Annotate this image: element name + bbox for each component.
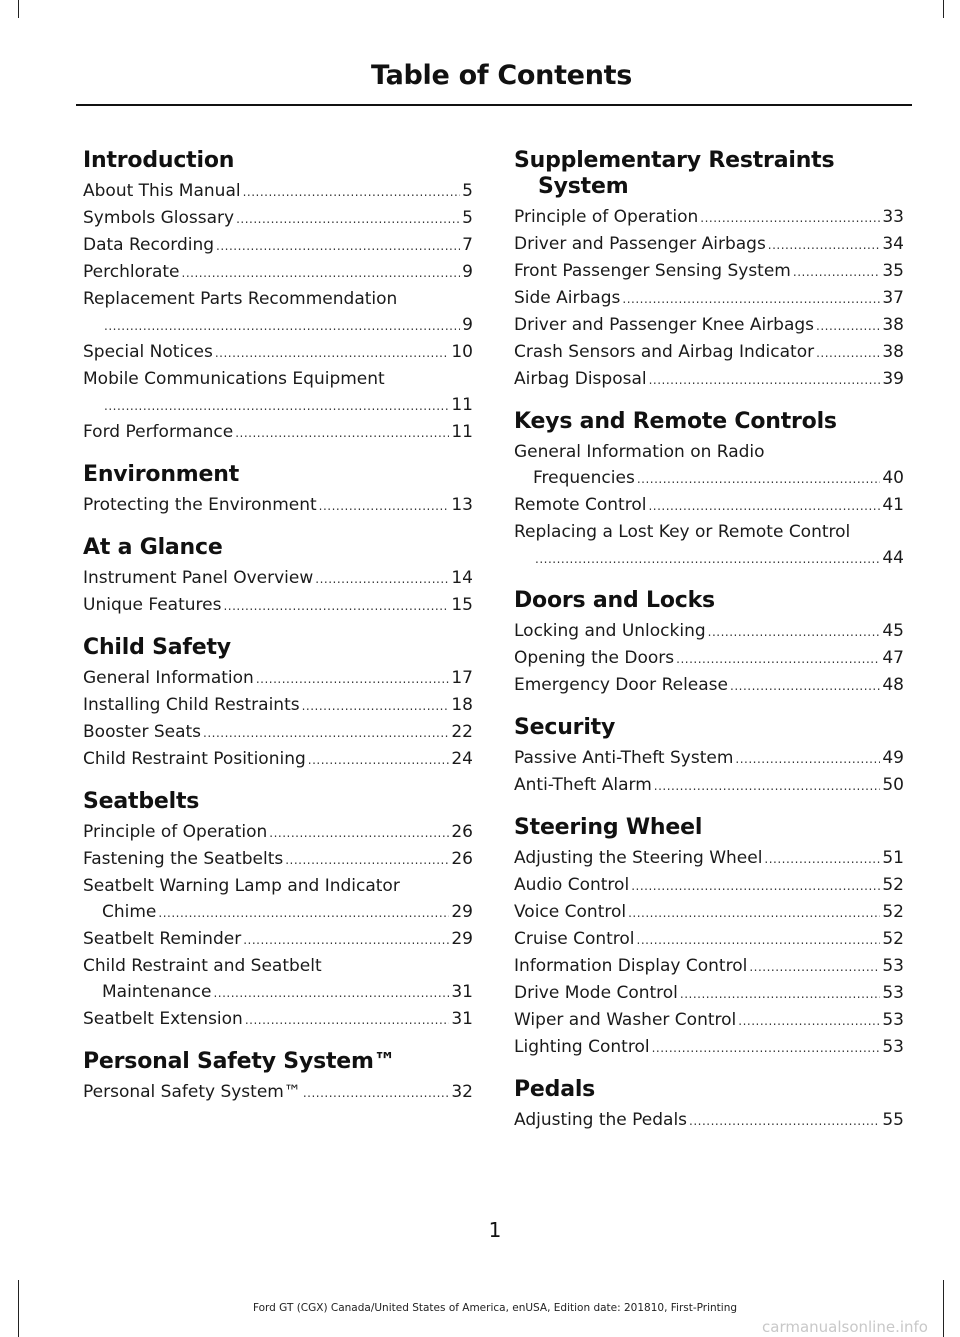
toc-entry-title: Side Airbags (514, 288, 621, 308)
dot-leader (243, 926, 449, 953)
toc-entry-page: 26 (451, 849, 473, 869)
dot-leader (303, 1079, 450, 1106)
toc-entry-page: 38 (882, 315, 904, 335)
dot-leader (816, 312, 880, 339)
toc-entry-title: Information Display Control (514, 956, 748, 976)
dot-leader (637, 465, 881, 492)
toc-entry-title: Front Passenger Sensing System (514, 261, 791, 281)
toc-section (514, 148, 904, 393)
toc-entry-link[interactable] (514, 845, 904, 872)
toc-entry-title: Audio Control (514, 875, 630, 895)
dot-leader (256, 665, 450, 692)
toc-entry-title: Special Notices (83, 342, 213, 362)
section-heading: Child Safety (83, 635, 231, 660)
dot-leader (223, 592, 449, 619)
dot-leader (622, 285, 880, 312)
toc-entry-link[interactable] (83, 692, 473, 719)
toc-entry-title: Child Restraint Positioning (83, 749, 306, 769)
toc-entry-link[interactable] (514, 285, 904, 312)
dot-leader (535, 545, 880, 572)
toc-entry-link[interactable] (83, 1006, 473, 1033)
toc-entry-title: Seatbelt Extension (83, 1009, 243, 1029)
toc-entry-link[interactable] (514, 926, 904, 953)
toc-entry-title: About This Manual (83, 181, 241, 201)
toc-entry-page: 33 (882, 207, 904, 227)
toc-entry-page: 7 (462, 235, 473, 255)
toc-entry-title: Personal Safety System™ (83, 1082, 301, 1102)
section-heading: At a Glance (83, 535, 223, 560)
toc-entry-page: 34 (882, 234, 904, 254)
toc-entry-link[interactable] (514, 645, 904, 672)
toc-entry-page: 32 (451, 1082, 473, 1102)
dot-leader (793, 258, 880, 285)
crop-mark-top-left (18, 0, 19, 18)
toc-entry-link[interactable] (83, 873, 473, 926)
toc-entry-link[interactable] (83, 746, 473, 773)
toc-entry-title: Driver and Passenger Knee Airbags (514, 315, 815, 335)
toc-entry-link[interactable] (514, 439, 904, 492)
dot-leader (652, 1034, 881, 1061)
footer-edition-info: Ford GT (CGX) Canada/United States of America, enUSA, Edition date: 201810, First-Printing (252, 1302, 738, 1314)
toc-section (83, 148, 473, 446)
toc-section (83, 789, 473, 1033)
toc-entry-link[interactable] (514, 899, 904, 926)
toc-entry-title: Instrument Panel Overview (83, 568, 314, 588)
toc-entry-page: 29 (451, 902, 473, 922)
page-number: 1 (488, 1218, 502, 1242)
toc-entry-page: 51 (882, 848, 904, 868)
toc-entry-page: 41 (882, 495, 904, 515)
toc-entry-title: Principle of Operation (83, 822, 268, 842)
toc-entry-continuation (83, 899, 473, 926)
section-heading: Environment (83, 462, 240, 487)
toc-entry-link[interactable] (514, 618, 904, 645)
toc-entry-link[interactable] (83, 232, 473, 259)
dot-leader (738, 1007, 880, 1034)
page-title: Table of Contents (370, 60, 632, 91)
toc-section (514, 1077, 904, 1134)
dot-leader (215, 339, 450, 366)
dot-leader (816, 339, 880, 366)
dot-leader (654, 772, 881, 799)
toc-entry-title: Voice Control (514, 902, 627, 922)
toc-left-column (83, 148, 473, 1122)
dot-leader (768, 231, 881, 258)
toc-entry-link[interactable] (514, 492, 904, 519)
toc-entry-title: Anti-Theft Alarm (514, 775, 652, 795)
toc-entry-link[interactable] (83, 719, 473, 746)
toc-entry-link[interactable] (83, 846, 473, 873)
section-heading: Steering Wheel (514, 815, 703, 840)
toc-entry-page: 52 (882, 902, 904, 922)
toc-entry-page: 40 (882, 468, 904, 488)
toc-entry-page: 53 (882, 983, 904, 1003)
toc-entry-title: Opening the Doors (514, 648, 675, 668)
toc-entry-page: 31 (451, 1009, 473, 1029)
toc-entry-title: Unique Features (83, 595, 222, 615)
section-heading: Supplementary Restraints System (514, 148, 835, 199)
toc-entry-page: 29 (451, 929, 473, 949)
toc-section (514, 409, 904, 572)
header-divider (76, 104, 912, 106)
toc-entry-title: Symbols Glossary (83, 208, 235, 228)
toc-entry-link[interactable] (514, 772, 904, 799)
dot-leader (182, 259, 461, 286)
toc-entry-page: 44 (882, 548, 904, 568)
toc-entry-link[interactable] (83, 926, 473, 953)
toc-entry-title: Data Recording (83, 235, 215, 255)
toc-entry-title: Protecting the Environment (83, 495, 317, 515)
toc-entry-page: 22 (451, 722, 473, 742)
toc-right-column (514, 148, 904, 1150)
toc-entry-page: 52 (882, 875, 904, 895)
toc-entry-page: 35 (882, 261, 904, 281)
toc-entry-page: 10 (451, 342, 473, 362)
section-heading: Pedals (514, 1077, 596, 1102)
toc-entry-page: 45 (882, 621, 904, 641)
toc-entry-link[interactable] (514, 1007, 904, 1034)
toc-entry-link[interactable] (83, 819, 473, 846)
dot-leader (269, 819, 449, 846)
toc-entry-page: 55 (882, 1110, 904, 1130)
dot-leader (104, 392, 449, 419)
toc-entry-page: 11 (451, 395, 473, 415)
toc-entry-continuation (514, 545, 904, 572)
toc-section (514, 588, 904, 699)
toc-entry-page: 5 (462, 181, 473, 201)
toc-entry-link[interactable] (83, 205, 473, 232)
toc-entry-title: Replacing a Lost Key or Remote Control (514, 522, 851, 542)
toc-entry-title: Wiper and Washer Control (514, 1010, 737, 1030)
section-heading: Seatbelts (83, 789, 200, 814)
toc-entry-page: 14 (451, 568, 473, 588)
toc-entry-link[interactable] (514, 672, 904, 699)
toc-entry-link[interactable] (83, 492, 473, 519)
section-heading: Security (514, 715, 616, 740)
dot-leader (680, 980, 880, 1007)
toc-entry-page: 47 (882, 648, 904, 668)
toc-entry-link[interactable] (83, 366, 473, 419)
dot-leader (676, 645, 880, 672)
toc-section (83, 1049, 473, 1106)
toc-section (83, 462, 473, 519)
toc-entry-title: Principle of Operation (514, 207, 699, 227)
dot-leader (637, 926, 881, 953)
section-heading: Introduction (83, 148, 235, 173)
toc-entry-link[interactable] (83, 1079, 473, 1106)
toc-entry-page: 37 (882, 288, 904, 308)
toc-entry-title: Fastening the Seatbelts (83, 849, 284, 869)
dot-leader (764, 845, 880, 872)
toc-entry-continuation (83, 312, 473, 339)
toc-entry-link[interactable] (514, 745, 904, 772)
toc-entry-title: Cruise Control (514, 929, 635, 949)
toc-entry-page: 52 (882, 929, 904, 949)
toc-entry-page: 17 (451, 668, 473, 688)
toc-entry-page: 9 (462, 262, 473, 282)
toc-entry-link[interactable] (83, 286, 473, 339)
toc-entry-page: 38 (882, 342, 904, 362)
toc-entry-title: Booster Seats (83, 722, 202, 742)
toc-entry-page: 5 (462, 208, 473, 228)
toc-entry-link[interactable] (514, 231, 904, 258)
section-heading: Keys and Remote Controls (514, 409, 837, 434)
dot-leader (302, 692, 450, 719)
toc-entry-link[interactable] (514, 366, 904, 393)
dot-leader (203, 719, 449, 746)
toc-entry-page: 24 (451, 749, 473, 769)
dot-leader (649, 366, 881, 393)
toc-entry-title: Child Restraint and Seatbelt (83, 956, 322, 976)
toc-entry-page: 49 (882, 748, 904, 768)
toc-entry-link[interactable] (514, 258, 904, 285)
toc-entry-title: Perchlorate (83, 262, 180, 282)
toc-entry-link[interactable] (514, 204, 904, 231)
dot-leader (735, 745, 880, 772)
dot-leader (700, 204, 880, 231)
toc-section (83, 535, 473, 619)
toc-entry-link[interactable] (83, 339, 473, 366)
toc-entry-link[interactable] (514, 1107, 904, 1134)
toc-entry-page: 48 (882, 675, 904, 695)
toc-entry-title: Seatbelt Reminder (83, 929, 242, 949)
toc-entry-title: Ford Performance (83, 422, 234, 442)
toc-entry-link[interactable] (83, 953, 473, 1006)
dot-leader (315, 565, 449, 592)
toc-entry-page: 53 (882, 1037, 904, 1057)
dot-leader (245, 1006, 450, 1033)
toc-entry-title-cont: Frequencies (533, 468, 635, 488)
toc-entry-link[interactable] (514, 872, 904, 899)
watermark: carmanualsonline.info (762, 1318, 928, 1336)
toc-entry-link[interactable] (514, 980, 904, 1007)
toc-entry-title: Lighting Control (514, 1037, 650, 1057)
dot-leader (628, 899, 880, 926)
toc-entry-page: 50 (882, 775, 904, 795)
dot-leader (730, 672, 880, 699)
toc-entry-link[interactable] (514, 953, 904, 980)
dot-leader (236, 205, 460, 232)
toc-entry-link[interactable] (83, 565, 473, 592)
dot-leader (158, 899, 449, 926)
toc-entry-title-cont: Maintenance (102, 982, 212, 1002)
toc-entry-title: Emergency Door Release (514, 675, 728, 695)
dot-leader (708, 618, 881, 645)
toc-entry-title: Airbag Disposal (514, 369, 647, 389)
dot-leader (285, 846, 449, 873)
dot-leader (104, 312, 460, 339)
section-heading: Doors and Locks (514, 588, 715, 613)
toc-entry-page: 26 (451, 822, 473, 842)
dot-leader (213, 979, 449, 1006)
toc-entry-title-cont: Chime (102, 902, 157, 922)
toc-entry-title: Adjusting the Pedals (514, 1110, 688, 1130)
toc-entry-page: 9 (462, 315, 473, 335)
toc-entry-page: 53 (882, 956, 904, 976)
dot-leader (243, 178, 461, 205)
toc-entry-page: 18 (451, 695, 473, 715)
dot-leader (648, 492, 880, 519)
toc-entry-continuation (514, 465, 904, 492)
toc-entry-link[interactable] (514, 1034, 904, 1061)
toc-entry-title: Replacement Parts Recommendation (83, 289, 398, 309)
toc-entry-title: Drive Mode Control (514, 983, 678, 1003)
toc-entry-title: Adjusting the Steering Wheel (514, 848, 763, 868)
dot-leader (216, 232, 460, 259)
crop-mark-top-right (943, 0, 944, 18)
toc-entry-link[interactable] (83, 592, 473, 619)
section-heading: Personal Safety System™ (83, 1049, 396, 1074)
toc-section (83, 635, 473, 773)
dot-leader (319, 492, 450, 519)
toc-entry-page: 53 (882, 1010, 904, 1030)
toc-entry-continuation (83, 979, 473, 1006)
toc-entry-link[interactable] (83, 259, 473, 286)
toc-entry-page: 15 (451, 595, 473, 615)
toc-entry-link[interactable] (83, 665, 473, 692)
toc-entry-title: General Information (83, 668, 254, 688)
toc-entry-link[interactable] (83, 178, 473, 205)
toc-entry-title: General Information on Radio (514, 442, 765, 462)
toc-entry-title: Crash Sensors and Airbag Indicator (514, 342, 815, 362)
toc-entry-title: Passive Anti-Theft System (514, 748, 734, 768)
toc-entry-continuation (83, 392, 473, 419)
toc-entry-title: Locking and Unlocking (514, 621, 706, 641)
toc-entry-link[interactable] (514, 519, 904, 572)
toc-entry-page: 31 (451, 982, 473, 1002)
toc-entry-page: 39 (882, 369, 904, 389)
dot-leader (749, 953, 880, 980)
dot-leader (308, 746, 450, 773)
toc-entry-page: 13 (451, 495, 473, 515)
dot-leader (631, 872, 880, 899)
toc-entry-link[interactable] (83, 419, 473, 446)
dot-leader (689, 1107, 880, 1134)
toc-entry-page: 11 (451, 422, 473, 442)
dot-leader (235, 419, 449, 446)
toc-entry-link[interactable] (514, 312, 904, 339)
toc-entry-title: Remote Control (514, 495, 647, 515)
toc-entry-title: Driver and Passenger Airbags (514, 234, 766, 254)
toc-section (514, 815, 904, 1061)
toc-entry-title: Installing Child Restraints (83, 695, 300, 715)
toc-entry-title: Mobile Communications Equipment (83, 369, 385, 389)
toc-section (514, 715, 904, 799)
toc-entry-title: Seatbelt Warning Lamp and Indicator (83, 876, 400, 896)
toc-entry-link[interactable] (514, 339, 904, 366)
